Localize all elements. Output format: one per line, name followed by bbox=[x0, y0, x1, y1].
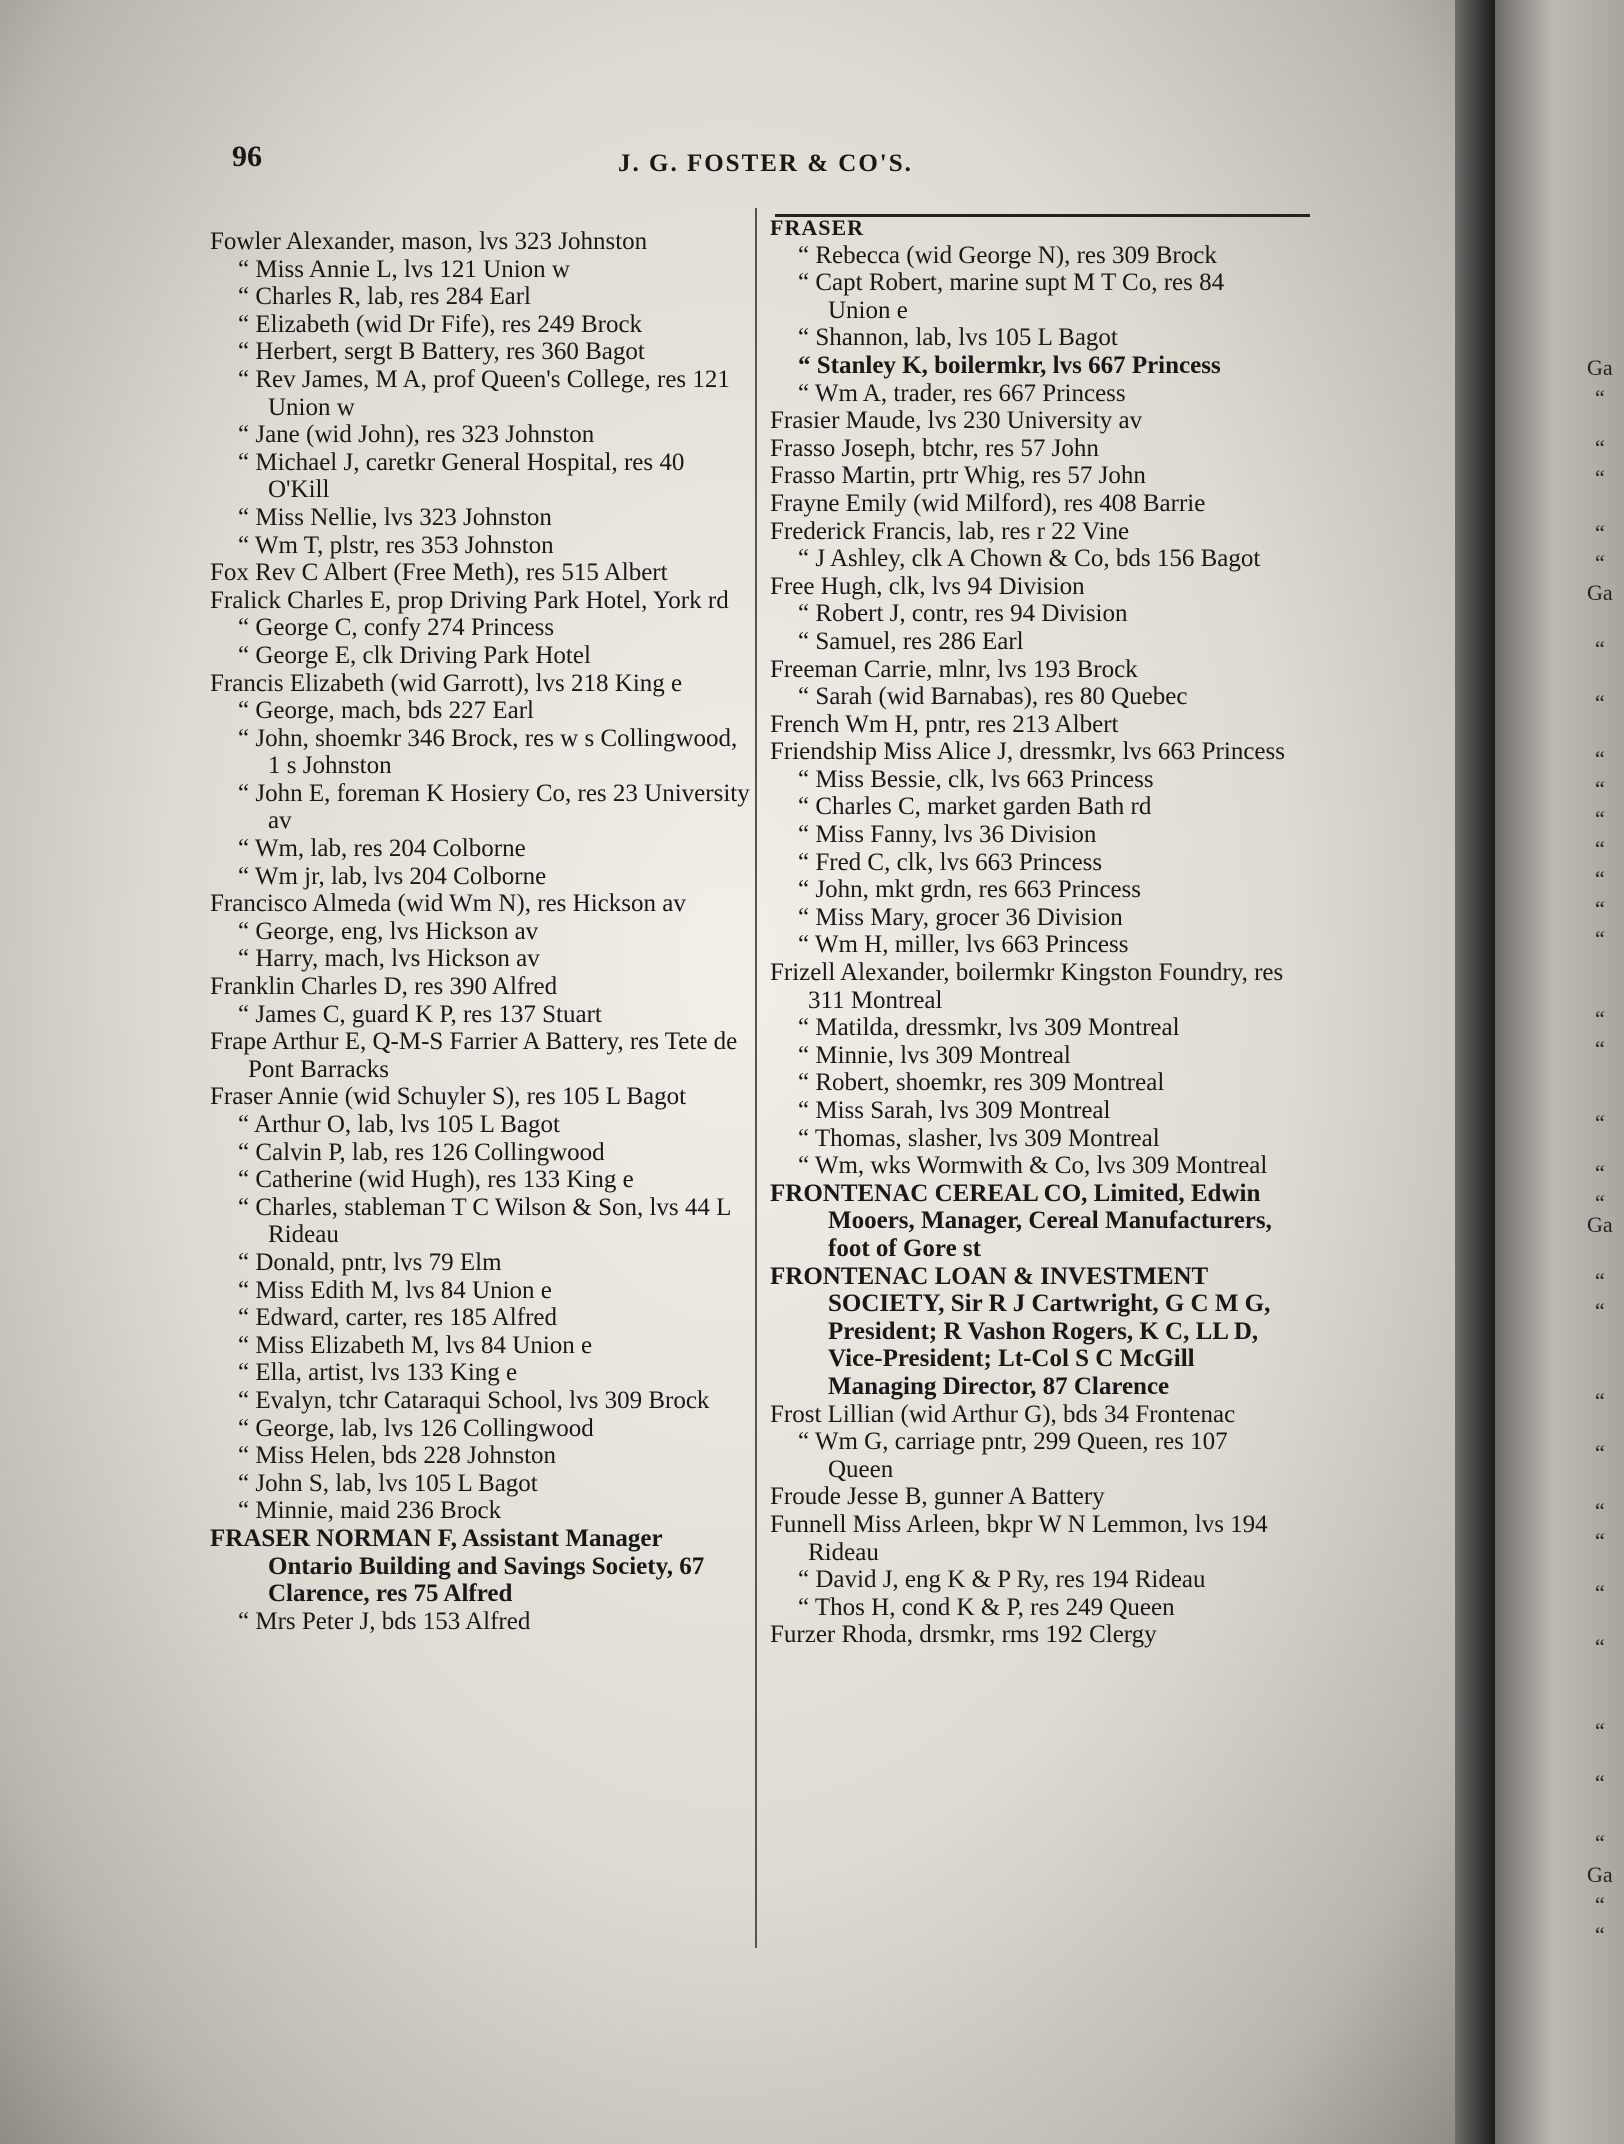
directory-entry: “ Rebecca (wid George N), res 309 Brock bbox=[798, 241, 1217, 269]
directory-entry: Froude Jesse B, gunner A Battery bbox=[770, 1483, 1105, 1511]
adjacent-fragment: “ bbox=[1595, 435, 1605, 460]
directory-entry: “ Charles R, lab, res 284 Earl bbox=[238, 283, 531, 311]
adjacent-fragment: “ bbox=[1595, 520, 1605, 545]
adjacent-fragment: “ bbox=[1595, 1580, 1605, 1605]
directory-entry: “ J Ashley, clk A Chown & Co, bds 156 Bagot bbox=[798, 545, 1261, 573]
directory-entry: Fowler Alexander, mason, lvs 323 Johnston bbox=[210, 228, 648, 255]
adjacent-page-edge bbox=[1495, 0, 1624, 2144]
directory-entry: “ Miss Edith M, lvs 84 Union e bbox=[238, 1276, 552, 1304]
directory-entry: “ Sarah (wid Barnabas), res 80 Quebec bbox=[798, 683, 1188, 711]
adjacent-fragment: “ bbox=[1595, 1036, 1605, 1061]
adjacent-fragment: “ bbox=[1595, 896, 1605, 921]
adjacent-fragment: “ bbox=[1595, 690, 1605, 715]
directory-entry: “ Thos H, cond K & P, res 249 Queen bbox=[798, 1593, 1175, 1621]
directory-entry: Frayne Emily (wid Milford), res 408 Barrie bbox=[770, 489, 1206, 517]
directory-entry: “ John, mkt grdn, res 663 Princess bbox=[798, 876, 1142, 904]
advertiser-entry: FRASER NORMAN F, Assistant Manager Ontario Building and Savings Society, 67 Clarence, res 75 Alfred bbox=[210, 1524, 705, 1608]
adjacent-fragment: “ bbox=[1595, 866, 1605, 891]
directory-entry: “ Minnie, lvs 309 Montreal bbox=[798, 1041, 1071, 1069]
directory-entry: “ George, mach, bds 227 Earl bbox=[238, 697, 534, 725]
directory-entry: “ Shannon, lab, lvs 105 L Bagot bbox=[798, 324, 1118, 352]
directory-entry: “ Harry, mach, lvs Hickson av bbox=[238, 945, 540, 973]
directory-entry: “ Matilda, dressmkr, lvs 309 Montreal bbox=[798, 1014, 1180, 1042]
directory-entry: “ James C, guard K P, res 137 Stuart bbox=[238, 1000, 602, 1028]
directory-entry: “ John, shoemkr 346 Brock, res w s Collingwood, 1 s Johnston bbox=[238, 724, 738, 780]
adjacent-fragment: “ bbox=[1595, 1634, 1605, 1659]
directory-entry: Free Hugh, clk, lvs 94 Division bbox=[770, 572, 1085, 600]
adjacent-fragment: “ bbox=[1595, 1298, 1605, 1323]
advertiser-entry: FRONTENAC CEREAL CO, Limited, Edwin Mooers, Manager, Cereal Manufacturers, foot of Gore st bbox=[770, 1179, 1272, 1262]
adjacent-fragment: “ bbox=[1595, 836, 1605, 861]
adjacent-fragment: “ bbox=[1595, 746, 1605, 771]
directory-entry: “ Wm, wks Wormwith & Co, lvs 309 Montreal bbox=[798, 1152, 1268, 1180]
directory-entry: “ Evalyn, tchr Cataraqui School, lvs 309 Brock bbox=[238, 1386, 710, 1414]
directory-entry: Frederick Francis, lab, res r 22 Vine bbox=[770, 517, 1130, 545]
advertiser-entry: FRONTENAC LOAN & INVESTMENT SOCIETY, Sir R J Cartwright, G C M G, President; R Vashon Rogers, K C, LL D, Vice-President; Lt-Col S C McGill Managing Director, 87 Clarence bbox=[770, 1262, 1271, 1400]
directory-entry: “ Wm G, carriage pntr, 299 Queen, res 107 Queen bbox=[798, 1428, 1228, 1483]
directory-entry: “ Miss Sarah, lvs 309 Montreal bbox=[798, 1097, 1111, 1124]
directory-entry: “ John S, lab, lvs 105 L Bagot bbox=[238, 1469, 538, 1497]
directory-entry: “ Michael J, caretkr General Hospital, res 40 O'Kill bbox=[238, 448, 685, 504]
directory-entry: Frasso Martin, prtr Whig, res 57 John bbox=[770, 462, 1146, 490]
directory-entry: “ George E, clk Driving Park Hotel bbox=[238, 641, 591, 669]
directory-entry: “ Mrs Peter J, bds 153 Alfred bbox=[238, 1607, 531, 1635]
adjacent-fragment: “ bbox=[1595, 465, 1605, 490]
directory-entry: Frasso Joseph, btchr, res 57 John bbox=[770, 434, 1099, 462]
directory-entry: “ Miss Elizabeth M, lvs 84 Union e bbox=[238, 1331, 593, 1359]
directory-entry: “ George C, confy 274 Princess bbox=[238, 614, 555, 642]
directory-entry: “ George, lab, lvs 126 Collingwood bbox=[238, 1414, 594, 1442]
directory-entry: “ Rev James, M A, prof Queen's College, res 121 Union w bbox=[238, 365, 730, 421]
running-head: J. G. FOSTER & CO'S. bbox=[618, 150, 913, 177]
directory-entry: “ Miss Helen, bds 228 Johnston bbox=[238, 1442, 557, 1470]
adjacent-fragment: “ bbox=[1595, 1830, 1605, 1855]
directory-entry: “ Miss Nellie, lvs 323 Johnston bbox=[238, 503, 552, 531]
directory-entry: Furzer Rhoda, drsmkr, rms 192 Clergy bbox=[770, 1621, 1157, 1649]
directory-entry: “ Ella, artist, lvs 133 King e bbox=[238, 1359, 518, 1387]
directory-entry: “ John E, foreman K Hosiery Co, res 23 University av bbox=[238, 779, 750, 835]
book-spine bbox=[1455, 0, 1495, 2144]
directory-entry: “ Fred C, clk, lvs 663 Princess bbox=[798, 848, 1103, 876]
adjacent-fragment: “ bbox=[1595, 1770, 1605, 1795]
page-number: 96 bbox=[232, 140, 262, 173]
adjacent-fragment: “ bbox=[1595, 1440, 1605, 1465]
directory-entry: “ Samuel, res 286 Earl bbox=[798, 627, 1024, 655]
directory-entry: “ Wm, lab, res 204 Colborne bbox=[238, 835, 526, 863]
adjacent-fragment: Ga bbox=[1587, 580, 1613, 605]
directory-entry: “ Herbert, sergt B Battery, res 360 Bagot bbox=[238, 338, 645, 366]
directory-entry: “ Wm T, plstr, res 353 Johnston bbox=[238, 531, 554, 559]
directory-entry: “ Wm A, trader, res 667 Princess bbox=[798, 379, 1126, 407]
directory-entry: Friendship Miss Alice J, dressmkr, lvs 663 Princess bbox=[770, 738, 1285, 766]
directory-entry: “ Thomas, slasher, lvs 309 Montreal bbox=[798, 1124, 1160, 1152]
directory-entry: Francis Elizabeth (wid Garrott), lvs 218 King e bbox=[210, 669, 683, 697]
directory-entry: Fraser Annie (wid Schuyler S), res 105 L Bagot bbox=[210, 1083, 687, 1111]
directory-entry: “ Miss Bessie, clk, lvs 663 Princess bbox=[798, 765, 1154, 793]
directory-entry: Francisco Almeda (wid Wm N), res Hickson av bbox=[210, 890, 686, 918]
adjacent-fragment: “ bbox=[1595, 1190, 1605, 1215]
directory-entry: Frasier Maude, lvs 230 University av bbox=[770, 407, 1143, 435]
adjacent-fragment: “ bbox=[1595, 806, 1605, 831]
directory-entry: Fox Rev C Albert (Free Meth), res 515 Albert bbox=[210, 559, 668, 587]
directory-entry: Fralick Charles E, prop Driving Park Hotel, York rd bbox=[210, 586, 729, 614]
column-divider bbox=[755, 208, 757, 1948]
adjacent-fragment: “ bbox=[1595, 926, 1605, 951]
directory-entry: “ Robert, shoemkr, res 309 Montreal bbox=[798, 1069, 1165, 1097]
adjacent-fragment: “ bbox=[1595, 1528, 1605, 1553]
directory-entry: “ Miss Fanny, lvs 36 Division bbox=[798, 821, 1097, 849]
directory-entry: “ Robert J, contr, res 94 Division bbox=[798, 600, 1128, 628]
adjacent-fragment: “ bbox=[1595, 1922, 1605, 1947]
directory-entry: “ Charles, stableman T C Wilson & Son, lvs 44 L Rideau bbox=[238, 1193, 731, 1249]
adjacent-fragment: “ bbox=[1595, 636, 1605, 661]
adjacent-fragment: “ bbox=[1595, 1110, 1605, 1135]
column-heading: FRASER bbox=[770, 215, 865, 240]
directory-entry: “ Arthur O, lab, lvs 105 L Bagot bbox=[238, 1111, 560, 1138]
directory-entry: “ Minnie, maid 236 Brock bbox=[238, 1497, 502, 1525]
directory-entry: “ Calvin P, lab, res 126 Collingwood bbox=[238, 1138, 605, 1166]
directory-entry: “ Capt Robert, marine supt M T Co, res 84 Union e bbox=[798, 269, 1225, 324]
adjacent-fragment: Ga bbox=[1587, 1862, 1613, 1887]
directory-entry: Frape Arthur E, Q-M-S Farrier A Battery, res Tete de Pont Barracks bbox=[210, 1028, 738, 1083]
directory-entry: “ Miss Annie L, lvs 121 Union w bbox=[238, 255, 570, 283]
adjacent-fragment: “ bbox=[1595, 385, 1605, 410]
directory-entry: Freeman Carrie, mlnr, lvs 193 Brock bbox=[770, 655, 1138, 683]
directory-entry: French Wm H, pntr, res 213 Albert bbox=[770, 710, 1119, 738]
adjacent-fragment: “ bbox=[1595, 1160, 1605, 1185]
adjacent-fragment: “ bbox=[1595, 1718, 1605, 1743]
directory-entry: “ Miss Mary, grocer 36 Division bbox=[798, 903, 1123, 931]
left-column bbox=[210, 228, 750, 1635]
adjacent-fragment: “ bbox=[1595, 550, 1605, 575]
directory-entry: “ Donald, pntr, lvs 79 Elm bbox=[238, 1248, 502, 1276]
adjacent-fragment: Ga bbox=[1587, 1212, 1613, 1237]
adjacent-fragment: “ bbox=[1595, 1892, 1605, 1917]
adjacent-fragment: “ bbox=[1595, 1268, 1605, 1293]
directory-entry: “ Catherine (wid Hugh), res 133 King e bbox=[238, 1166, 634, 1194]
adjacent-fragment: Ga bbox=[1587, 355, 1613, 380]
directory-entry: Funnell Miss Arleen, bkpr W N Lemmon, lvs 194 Rideau bbox=[770, 1510, 1268, 1566]
directory-entry: “ Wm jr, lab, lvs 204 Colborne bbox=[238, 862, 547, 890]
directory-entry: Franklin Charles D, res 390 Alfred bbox=[210, 973, 558, 1001]
adjacent-fragment: “ bbox=[1595, 1388, 1605, 1413]
directory-entry: “ David J, eng K & P Ry, res 194 Rideau bbox=[798, 1566, 1206, 1594]
directory-entry: “ Elizabeth (wid Dr Fife), res 249 Brock bbox=[238, 310, 643, 338]
directory-entry: “ George, eng, lvs Hickson av bbox=[238, 917, 539, 945]
directory-entry: Frost Lillian (wid Arthur G), bds 34 Frontenac bbox=[770, 1400, 1236, 1428]
directory-entry: “ Charles C, market garden Bath rd bbox=[798, 793, 1152, 821]
directory-entry: “ Edward, carter, res 185 Alfred bbox=[238, 1304, 557, 1332]
adjacent-fragment: “ bbox=[1595, 1498, 1605, 1523]
adjacent-fragment: “ bbox=[1595, 1006, 1605, 1031]
directory-entry: “ Wm H, miller, lvs 663 Princess bbox=[798, 931, 1129, 959]
right-column bbox=[770, 214, 1290, 1649]
adjacent-fragment: “ bbox=[1595, 776, 1605, 801]
directory-entry: Frizell Alexander, boilermkr Kingston Foundry, res 311 Montreal bbox=[770, 959, 1284, 1014]
directory-entry: “ Stanley K, boilermkr, lvs 667 Princess bbox=[798, 351, 1221, 379]
directory-entry: “ Jane (wid John), res 323 Johnston bbox=[238, 421, 595, 449]
